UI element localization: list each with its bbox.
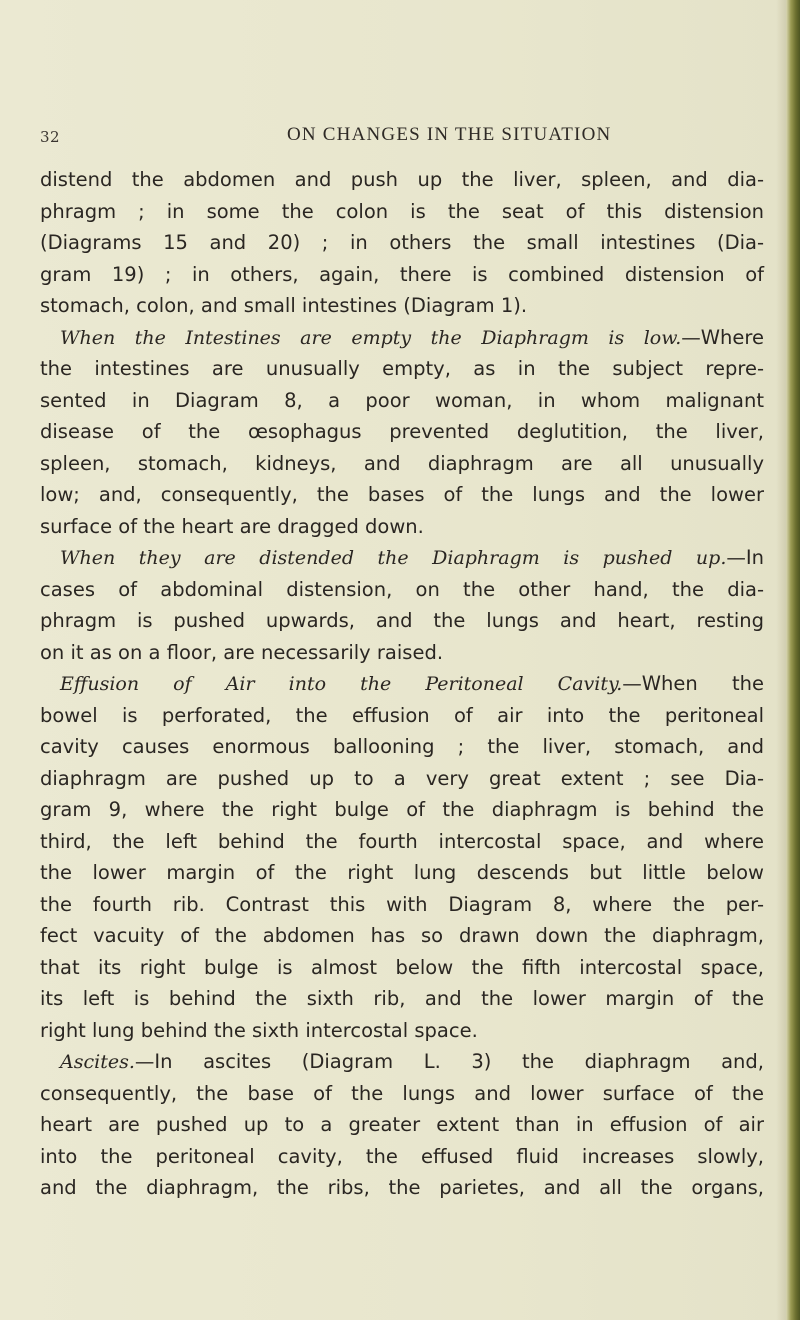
text-line: bowel is perforated, the effusion of air into the peritoneal [40, 703, 764, 727]
text-line: spleen, stomach, kidneys, and diaphragm are all unusually [40, 451, 764, 475]
section-heading-effusion-air: Effusion of Air into the Peritoneal Cavity. [60, 673, 623, 695]
text-line: sented in Diagram 8, a poor woman, in whom malignant [40, 388, 764, 412]
heading-line-rest: —In [726, 546, 764, 569]
page-header [40, 124, 760, 156]
heading-line-rest: —In ascites (Diagram L. 3) the diaphragm and, [134, 1050, 764, 1073]
page-edge [786, 0, 800, 1320]
text-line: stomach, colon, and small intestines (Diagram 1). [40, 294, 528, 317]
page-gutter-shadow [776, 0, 786, 1320]
text-line: fect vacuity of the abdomen has so drawn down the diaphragm, [40, 924, 764, 947]
section-heading-diaphragm-up: When they are distended the Diaphragm is pushed up. [60, 547, 727, 569]
text-line: consequently, the base of the lungs and lower surface of the [40, 1081, 764, 1105]
heading-line-rest: —Where [681, 325, 764, 349]
text-line: its left is behind the sixth rib, and the lower margin of the [40, 987, 764, 1010]
text-line: right lung behind the sixth intercostal space. [40, 1018, 478, 1042]
section-heading-line [40, 322, 764, 354]
running-head: ON CHANGES IN THE SITUATION [287, 124, 612, 145]
text-line: the fourth rib. Contrast this with Diagram 8, where the per- [40, 892, 764, 916]
text-line: low; and, consequently, the bases of the lungs and the lower [40, 483, 764, 506]
text-line: distend the abdomen and push up the liver, spleen, and dia- [40, 168, 764, 191]
text-line: gram 19) ; in others, again, there is combined distension of [40, 262, 764, 286]
text-line: cavity causes enormous ballooning ; the liver, stomach, and [40, 735, 764, 758]
section-heading-line [40, 542, 764, 574]
text-line: and the diaphragm, the ribs, the parietes, and all the organs, [40, 1176, 764, 1199]
text-line: gram 9, where the right bulge of the diaphragm is behind the [40, 798, 764, 821]
text-line: diaphragm are pushed up to a very great extent ; see Dia- [40, 766, 764, 790]
text-line: (Diagrams 15 and 20) ; in others the small intestines (Dia- [40, 231, 764, 254]
text-line: phragm ; in some the colon is the seat of this distension [40, 199, 764, 223]
text-line: surface of the heart are dragged down. [40, 514, 424, 538]
text-line: into the peritoneal cavity, the effused fluid increases slowly, [40, 1144, 764, 1168]
text-line: heart are pushed up to a greater extent than in effusion of air [40, 1113, 764, 1136]
body-text [40, 164, 764, 1204]
text-line: on it as on a floor, are necessarily raised. [40, 640, 444, 664]
section-heading-diaphragm-low: When the Intestines are empty the Diaphragm is low. [60, 326, 682, 349]
section-heading-line [40, 1046, 764, 1078]
text-line: third, the left behind the fourth intercostal space, and where [40, 829, 764, 853]
page-number: 32 [40, 128, 61, 146]
text-line: phragm is pushed upwards, and the lungs and heart, resting [40, 609, 764, 632]
section-heading-line [40, 668, 764, 700]
section-heading-ascites: Ascites. [60, 1051, 135, 1073]
text-line: cases of abdominal distension, on the other hand, the dia- [40, 577, 764, 601]
text-line: disease of the œsophagus prevented deglutition, the liver, [40, 420, 764, 443]
text-line: the lower margin of the right lung descends but little below [40, 861, 764, 884]
text-line: that its right bulge is almost below the fifth intercostal space, [40, 955, 764, 979]
text-line: the intestines are unusually empty, as in the subject repre- [40, 357, 764, 380]
heading-line-rest: —When the [622, 672, 764, 695]
